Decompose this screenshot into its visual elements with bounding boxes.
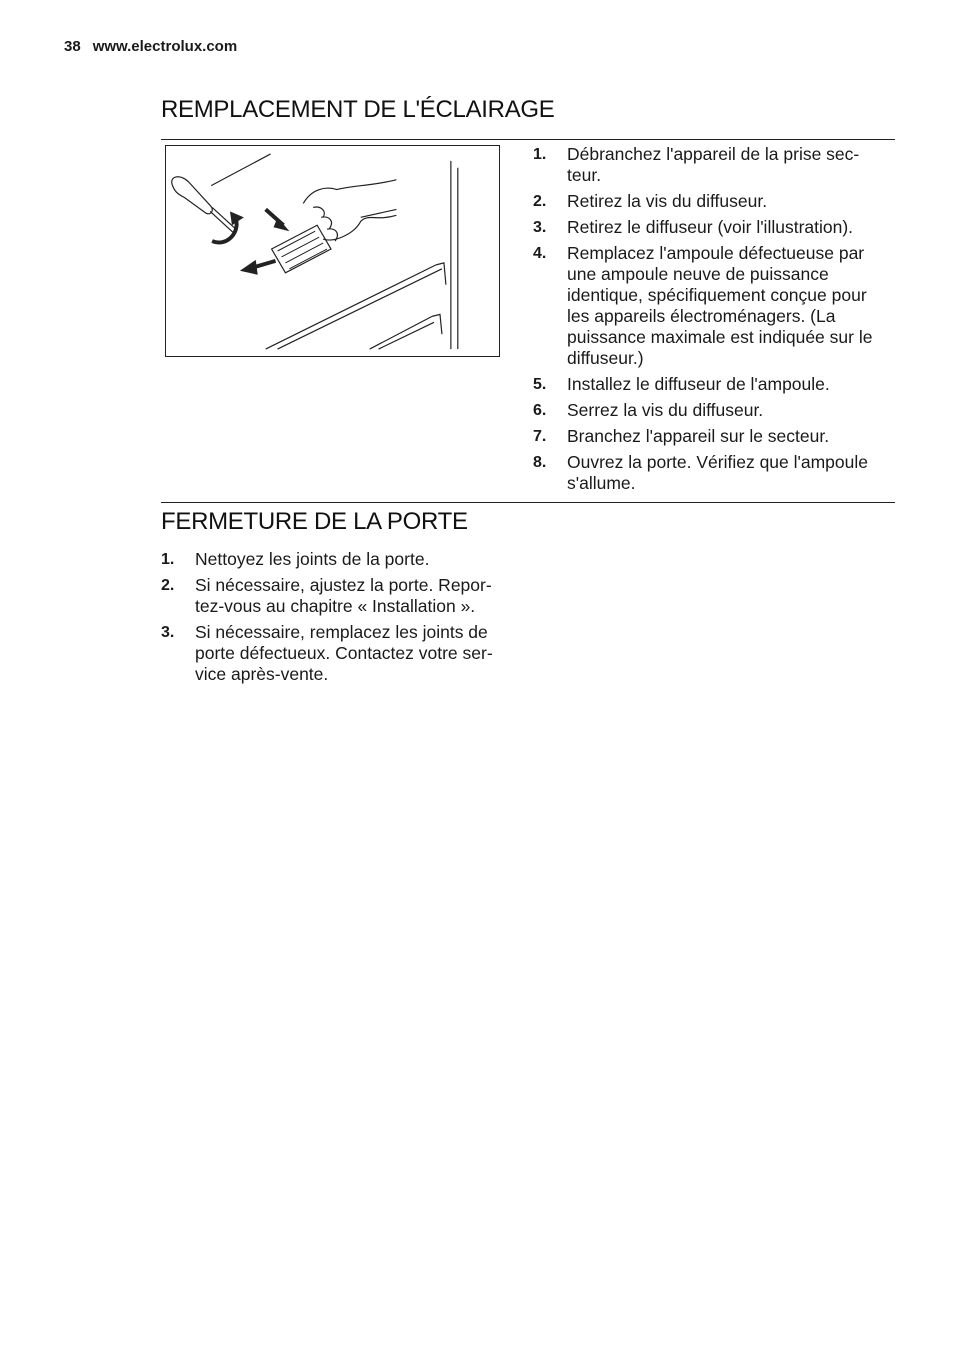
door-steps-list xyxy=(161,549,511,690)
step-number: 5. xyxy=(533,376,547,393)
step-text: Installez le diffuseur de l'ampoule. xyxy=(567,374,830,394)
step-text: Si nécessaire, ajustez la porte. Repor-tez-vous au chapitre « Installation ». xyxy=(195,575,492,616)
step-number: 1. xyxy=(533,146,547,163)
lighting-steps-list xyxy=(533,144,887,499)
list-item xyxy=(533,243,887,369)
list-item xyxy=(533,144,887,186)
section-divider xyxy=(161,502,895,503)
step-number: 2. xyxy=(161,577,175,594)
step-number: 2. xyxy=(533,193,547,210)
light-replacement-illustration xyxy=(165,145,500,357)
step-text: Retirez la vis du diffuseur. xyxy=(567,191,768,211)
list-item xyxy=(533,217,887,238)
list-item xyxy=(533,191,887,212)
section-title-door: FERMETURE DE LA PORTE xyxy=(161,508,468,535)
list-item xyxy=(161,622,511,685)
step-text: Serrez la vis du diffuseur. xyxy=(567,400,764,420)
list-item xyxy=(533,374,887,395)
website-url: www.electrolux.com xyxy=(92,38,238,55)
section-title-lighting: REMPLACEMENT DE L'ÉCLAIRAGE xyxy=(161,96,555,123)
step-number: 3. xyxy=(533,219,547,236)
step-text: Branchez l'appareil sur le secteur. xyxy=(567,426,830,446)
step-text: Ouvrez la porte. Vérifiez que l'ampoule s'allume. xyxy=(567,452,868,493)
list-item xyxy=(161,575,511,617)
page-header xyxy=(64,38,237,55)
step-number: 6. xyxy=(533,402,547,419)
step-number: 1. xyxy=(161,551,175,568)
list-item xyxy=(533,452,887,494)
step-text: Nettoyez les joints de la porte. xyxy=(195,549,430,569)
page-number: 38 xyxy=(64,38,81,55)
step-text: Retirez le diffuseur (voir l'illustration). xyxy=(567,217,854,237)
list-item xyxy=(161,549,511,570)
step-text: Remplacez l'ampoule défectueuse par une ampoule neuve de puissance identique, spécifiquement conçue pour les appareils électroménagers. (La puissance maximale est indiquée sur le diffuseur.) xyxy=(567,243,873,368)
step-number: 8. xyxy=(533,454,547,471)
section-divider xyxy=(161,139,895,140)
step-text: Si nécessaire, remplacez les joints de porte défectueux. Contactez votre ser-vice après-vente. xyxy=(195,622,493,684)
list-item xyxy=(533,426,887,447)
list-item xyxy=(533,400,887,421)
step-number: 4. xyxy=(533,245,547,262)
step-number: 3. xyxy=(161,624,175,641)
step-text: Débranchez l'appareil de la prise sec-teur. xyxy=(567,144,860,185)
step-number: 7. xyxy=(533,428,547,445)
